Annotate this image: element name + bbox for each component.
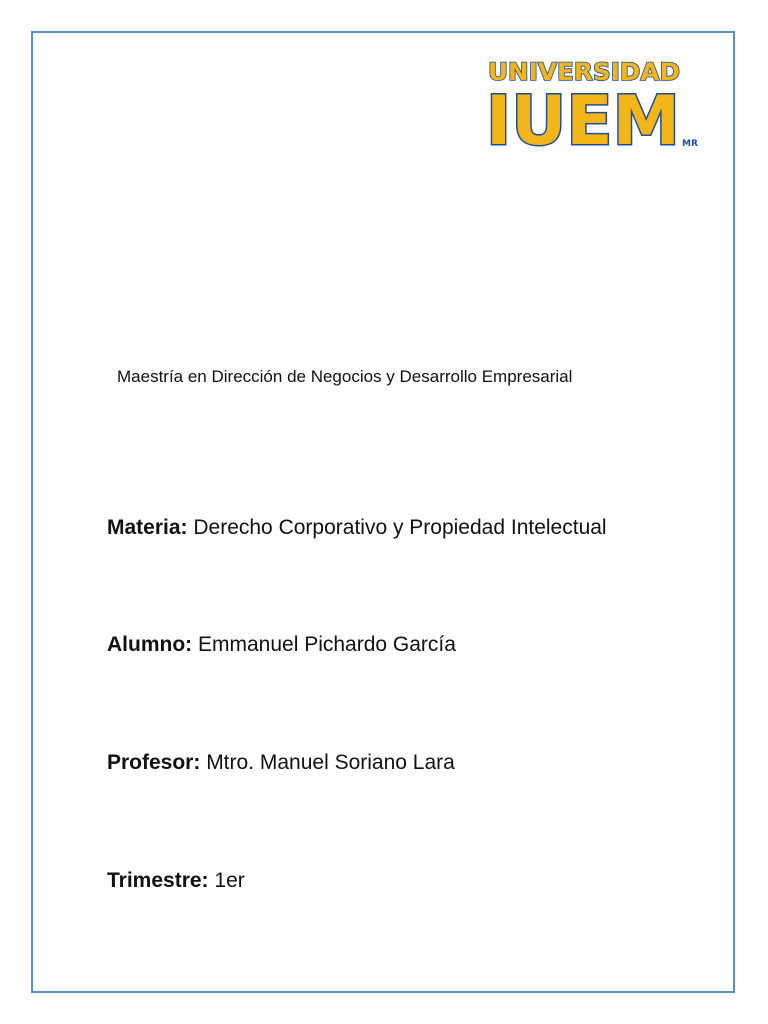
logo-line-universidad: UNIVERSIDAD [488, 58, 680, 86]
university-logo [486, 56, 702, 152]
page-border [31, 31, 735, 993]
alumno-label: Alumno: [107, 633, 198, 656]
field-materia [107, 516, 607, 540]
field-alumno [107, 633, 456, 657]
logo-mark-mr: MR [682, 139, 698, 149]
logo-line-iuem: IUEM [486, 82, 680, 152]
alumno-value: Emmanuel Pichardo García [197, 633, 456, 656]
field-trimestre [107, 869, 245, 893]
profesor-value: Mtro. Manuel Soriano Lara [206, 751, 455, 774]
trimestre-value: 1er [214, 869, 245, 892]
field-profesor [107, 751, 455, 775]
materia-label: Materia: [107, 516, 194, 539]
materia-value: Derecho Corporativo y Propiedad Intelectual [193, 516, 607, 539]
profesor-label: Profesor: [107, 751, 207, 774]
program-title: Maestría en Dirección de Negocios y Desarrollo Empresarial [117, 367, 573, 386]
trimestre-label: Trimestre: [107, 869, 215, 892]
